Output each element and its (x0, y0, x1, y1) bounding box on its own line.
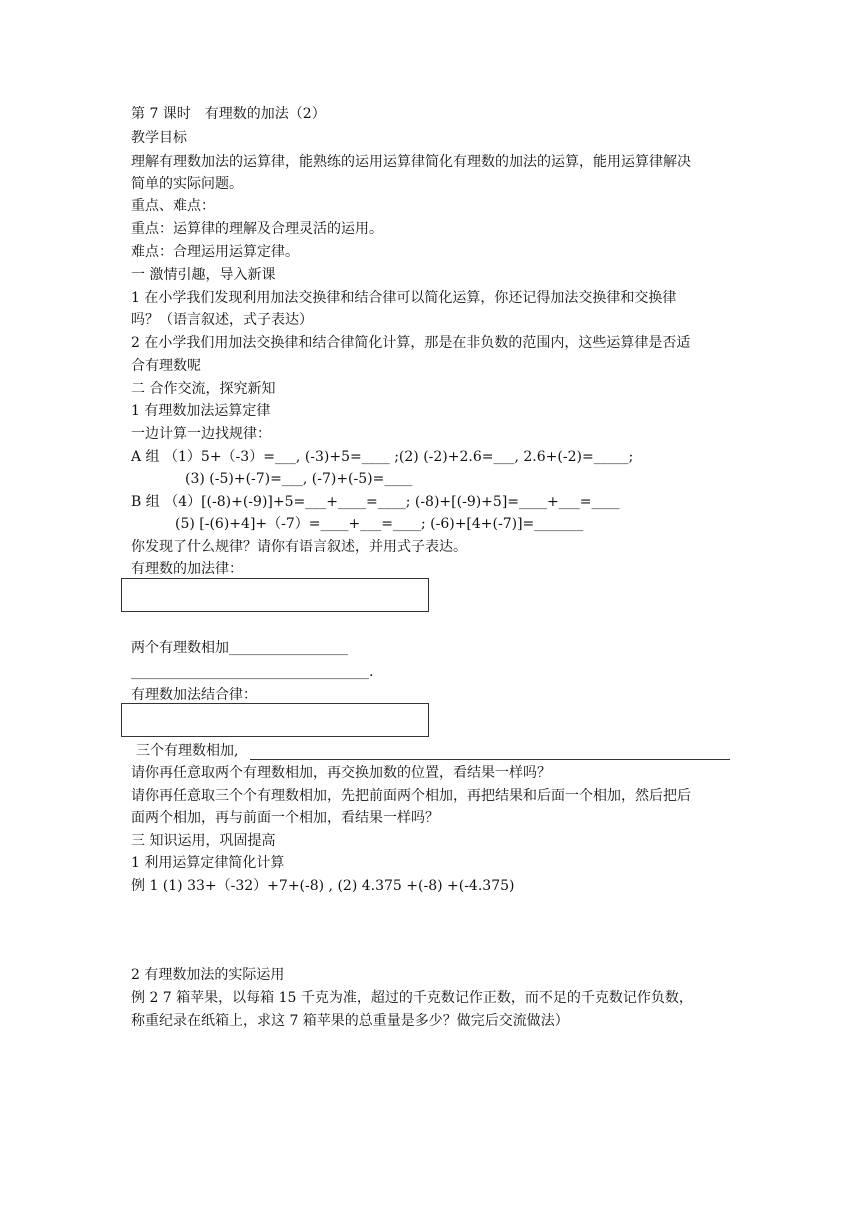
associative-law-answer-box[interactable] (121, 703, 429, 737)
section-2-intro: 一边计算一边找规律： (131, 426, 271, 442)
commutative-law-answer-box[interactable] (121, 578, 429, 612)
two-numbers-sentence: 两个有理数相加_________________ (131, 640, 348, 656)
section-1-heading: 一 激情引趣，导入新课 (131, 267, 276, 283)
section-3-item-1: 1 利用运算定律简化计算 (131, 855, 285, 871)
example-2-line1: 例 2 7 箱苹果，以每箱 15 千克为准，超过的千克数记作正数，而不足的千克数记作负数， (131, 990, 693, 1006)
objectives-text-line1: 理解有理数加法的运算律，能熟练的运用运算律简化有理数的加法的运算，能用运算律解决 (131, 154, 691, 170)
associative-law-label: 有理数加法结合律： (131, 687, 257, 703)
objectives-heading: 教学目标 (131, 130, 187, 146)
keypoints-heading: 重点、难点： (131, 198, 215, 214)
try-three-numbers-line2: 面两个相加，再与前面一个相加，看结果一样吗？ (131, 810, 439, 826)
example-1: 例 1 (1) 33+（-32）+7+(-8) , (2) 4.375 +(-8) +(-4.375) (131, 878, 515, 894)
two-numbers-sentence-continued: __________________________________. (131, 664, 374, 680)
difficult-point: 难点：合理运用运算定律。 (131, 244, 299, 260)
discover-prompt: 你发现了什么规律？请你有语言叙述，并用式子表达。 (131, 539, 467, 555)
objectives-text-line2: 简单的实际问题。 (131, 176, 243, 192)
try-three-numbers-line1: 请你再任意取三个个有理数相加，先把前面两个相加，再把结果和后面一个相加，然后把后 (131, 788, 691, 804)
group-a-line2: (3) (-5)+(-7)=___, (-7)+(-5)=____ (185, 471, 413, 487)
group-b-line2: (5) [-(6)+4]+（-7）=____+___=____; (-6)+[4+(-7)]=_______ (175, 516, 584, 532)
section-3-item-2: 2 有理数加法的实际运用 (131, 967, 285, 983)
question-1-line2: 吗？（语言叙述，式子表达） (131, 312, 313, 328)
lesson-title: 第 7 课时 有理数的加法（2） (131, 106, 326, 122)
try-two-numbers: 请你再任意取两个有理数相加，再交换加数的位置，看结果一样吗？ (131, 765, 551, 781)
key-point: 重点：运算律的理解及合理灵活的运用。 (131, 221, 383, 237)
example-2-line2: 称重纪录在纸箱上，求这 7 箱苹果的总重量是多少？做完后交流做法） (131, 1013, 569, 1029)
three-numbers-sentence: 三个有理数相加, (136, 743, 239, 759)
group-b-line1: B 组 （4）[(-8)+(-9)]+5=___+____=____; (-8)+[(-9)+5]=____+___=____ (131, 494, 620, 510)
section-2-heading: 二 合作交流，探究新知 (131, 381, 276, 397)
commutative-law-label: 有理数的加法律： (131, 561, 243, 577)
group-a-line1: A 组 （1）5+（-3）=___, (-3)+5=____ ;(2) (-2)+2.6=___, 2.6+(-2)=_____; (131, 449, 634, 465)
question-2-line1: 2 在小学我们用加法交换律和结合律简化计算，那是在非负数的范围内，这些运算律是否适 (131, 335, 691, 351)
question-2-line2: 合有理数呢 (131, 358, 201, 374)
three-numbers-answer-line[interactable] (250, 759, 730, 760)
question-1-line1: 1 在小学我们发现利用加法交换律和结合律可以简化运算，你还记得加法交换律和交换律 (131, 290, 677, 306)
section-2-item-1: 1 有理数加法运算定律 (131, 403, 271, 419)
section-3-heading: 三 知识运用，巩固提高 (131, 833, 276, 849)
